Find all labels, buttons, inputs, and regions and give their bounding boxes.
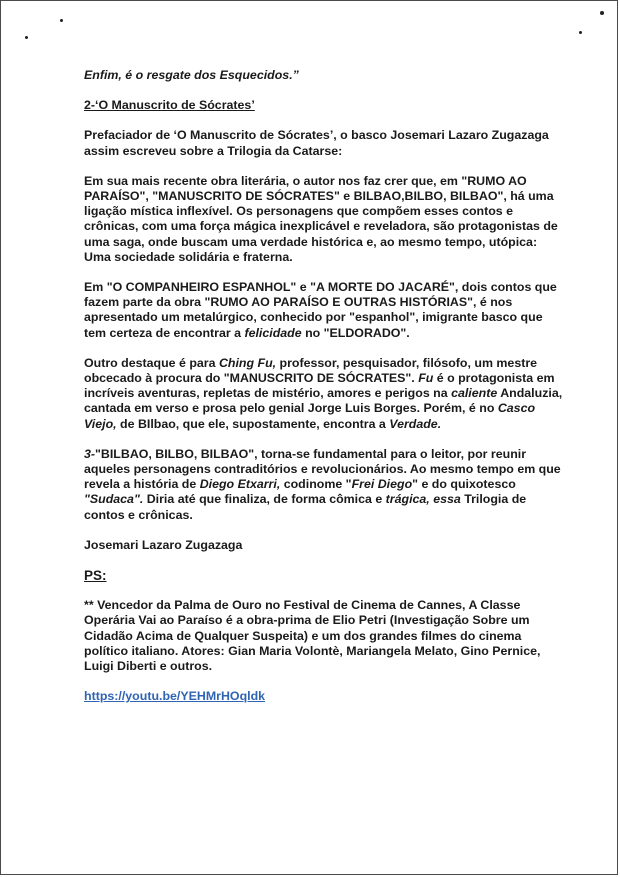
text-run: de BIlbao, que ele, supostamente, encontra a [116, 416, 390, 431]
signature: Josemari Lazaro Zugazaga [84, 537, 243, 552]
text-run: Em "O COMPANHEIRO ESPANHOL" e "A MORTE DO JACARÉ", dois contos que fazem parte da obra "RUMO AO PARAÍSO E OUTRAS HISTÓRIAS", é nos apresentado um metalúrgico, conhecido por "espanhol", imigrante basco que tem certeza de encontrar a [84, 280, 557, 340]
text-run: é o protagonista em incríveis aventuras, repletas de mistério, amores e perigos na [84, 371, 555, 401]
closing-quote: Enfim, é o resgate dos Esquecidos.” [84, 68, 299, 82]
paragraph-companheiro [84, 280, 564, 341]
paragraph-bilbao [84, 447, 564, 523]
text-run-italic: Casco Viejo, [84, 401, 536, 431]
text-run: " e do quixotesco [412, 477, 516, 492]
ps-label: PS: [84, 568, 107, 584]
text-run-italic: Frei Diego [351, 477, 413, 492]
text-run-italic: 3- [84, 446, 96, 461]
paragraph-trilogy: Em sua mais recente obra literária, o autor nos faz crer que, em "RUMO AO PARAÍSO", "MANUSCRITO DE SÓCRATES" e BILBAO,BILBO, BILBAO", há uma ligação mística inflexível. Os personagens que compõem esses contos e crônicas, com uma força mágica inexplicável e reveladora, são protagonistas de uma saga, onde buscam uma verdade histórica e, ao mesmo tempo, utópica: Uma sociedade solidária e fraterna. [84, 173, 558, 264]
text-run: Diria até que finaliza, de forma cômica e [143, 492, 386, 507]
text-run-italic: trágica, essa [385, 492, 461, 507]
text-run: Trilogia de contos e crônicas. [84, 492, 527, 522]
paragraph-intro: Prefaciador de ‘O Manuscrito de Sócrates’, o basco Josemari Lazaro Zugazaga assim escreveu sobre a Trilogia da Catarse: [84, 128, 549, 158]
text-run: no "ELDORADO". [301, 325, 410, 340]
scan-speck [25, 36, 28, 39]
text-run-italic: caliente [451, 386, 498, 401]
text-run: codinome " [280, 477, 352, 492]
ps-paragraph: ** Vencedor da Palma de Ouro no Festival de Cinema de Cannes, A Classe Operária Vai ao Paraíso é a obra-prima de Elio Petri (Investigação Sobre um Cidadão Acima de Qualquer Suspeita) e um dos grandes filmes do cinema político italiano. Atores: Gian Maria Volontè, Mariangela Melato, Gino Pernice, Luigi Diberti e outros. [84, 598, 541, 674]
text-run: Andaluzia, cantada em verso e prosa pelo genial Jorge Luis Borges. Porém, é no [84, 386, 563, 416]
youtube-link[interactable]: https://youtu.be/YEHMrHOqldk [84, 689, 266, 704]
scan-speck [579, 31, 582, 34]
text-run: professor, pesquisador, filósofo, um mestre obcecado à procura do "MANUSCRITO DE SÓCRATES". [84, 355, 538, 386]
text-run-italic: felicidade [244, 325, 302, 340]
scan-speck [60, 19, 63, 22]
document-body [84, 68, 564, 720]
text-run-italic: Ching Fu, [218, 355, 277, 370]
paragraph-ching-fu [84, 356, 564, 432]
scan-speck [600, 11, 604, 15]
text-run-italic: "Sudaca". [84, 492, 144, 507]
section-heading: 2-‘O Manuscrito de Sócrates’ [84, 98, 255, 113]
text-run-italic: Verdade. [389, 416, 442, 431]
text-run: Outro destaque é para [84, 355, 219, 370]
text-run-italic: Diego Etxarri, [199, 477, 281, 492]
text-run: "BILBAO, BILBO, BILBAO", torna-se fundamental para o leitor, por reunir aqueles personagens contraditórios e revolucionários. Ao mesmo tempo em que revela a história de [84, 446, 561, 492]
text-run-italic: Fu [418, 371, 434, 386]
